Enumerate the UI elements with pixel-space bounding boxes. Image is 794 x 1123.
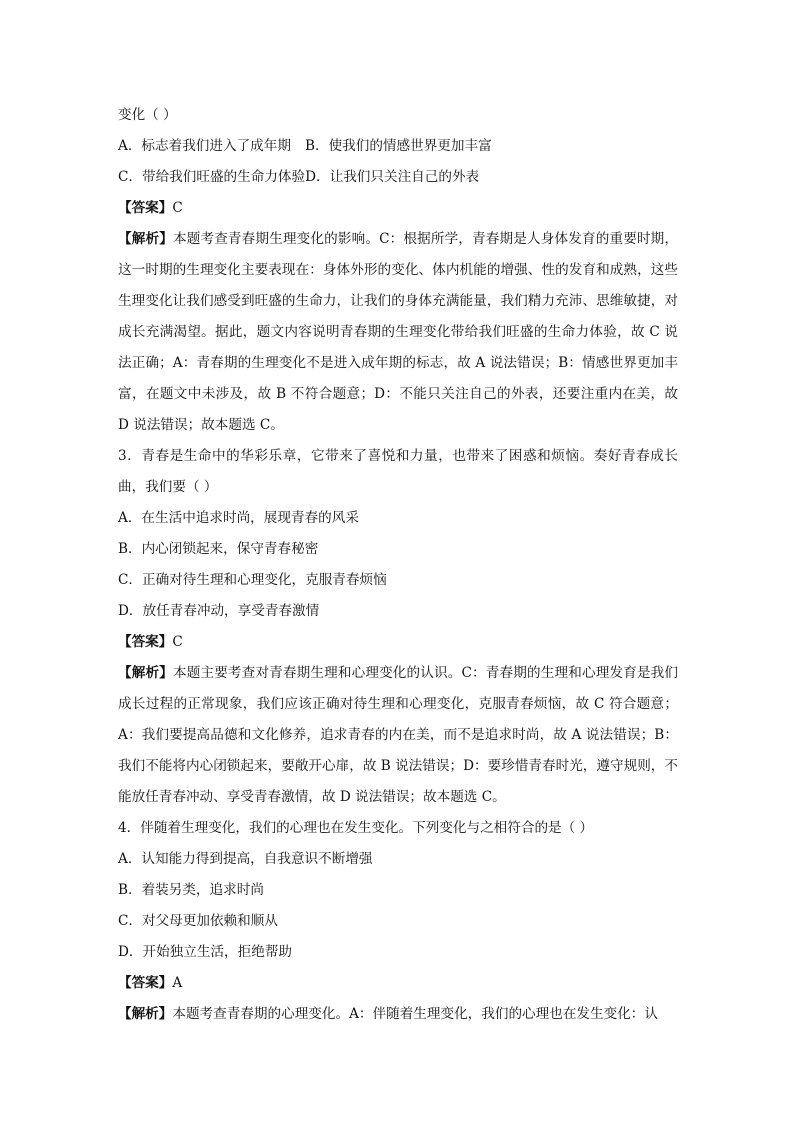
q4-analysis (118, 999, 678, 1030)
q3-analysis (118, 658, 678, 813)
q3-stem: 3．青春是生命中的华彩乐章，它带来了喜悦和力量，也带来了困惑和烦恼。奏好青春成长曲，我们要（ ） (118, 448, 678, 495)
q3-answer-tag: 【答案】 (118, 634, 173, 650)
q4-option-c: C．对父母更加依赖和顺从 (118, 913, 278, 929)
q3-option-d: D．放任青春冲动，享受青春激情 (118, 603, 320, 619)
q3-answer-value: C (172, 634, 183, 650)
q2-option-c: C．带给我们旺盛的生命力体验 (118, 169, 306, 185)
q4-option-d: D．开始独立生活，拒绝帮助 (118, 944, 293, 960)
q4-option-a: A．认知能力得到提高，自我意识不断增强 (118, 851, 373, 867)
q2-stem-tail: 变化（ ） (118, 107, 177, 123)
q2-options-ab (118, 131, 678, 162)
q2-analysis-text: 本题考查青春期生理变化的影响。C：根据所学，青春期是人身体发育的重要时期，这一时期的生理变化主要表现在：身体外形的变化、体内机能的增强、性的发育和成熟，这些生理变化让我们感受到旺盛的生命力，让我们的身体充满能量，我们精力充沛、思维敏捷，对成长充满渴望。据此，题文内容说明青春期的生理变化带给我们旺盛的生命力体验，故 C 说法正确；A：青春期的生理变化不是进入成年期的标志，故 A 说法错误；B：情感世界更加丰富，在题文中未涉及，故 B 不符合题意；D：不能只关注自己的外表，还要注重内在美，故 D 说法错误；故本题选 C。 (118, 231, 679, 433)
q2-analysis (118, 224, 678, 441)
q3-option-b: B．内心闭锁起来，保守青春秘密 (118, 541, 319, 557)
q2-option-a: A．标志着我们进入了成年期 (118, 138, 291, 154)
q3-option-c: C．正确对待生理和心理变化，克服青春烦恼 (118, 572, 387, 588)
q2-option-d: D．让我们只关注自己的外表 (305, 169, 480, 185)
q2-option-b: B．使我们的情感世界更加丰富 (304, 138, 492, 154)
q2-answer-value: C (172, 200, 183, 216)
q4-analysis-tag: 【解析】 (118, 1006, 173, 1022)
q2-answer-tag: 【答案】 (118, 200, 173, 216)
q3-analysis-tag: 【解析】 (118, 665, 173, 681)
q4-option-b: B．着装另类，追求时尚 (118, 882, 264, 898)
q3-answer (118, 627, 678, 658)
q3-option-a: A．在生活中追求时尚，展现青春的风采 (118, 510, 359, 526)
q3-analysis-text: 本题主要考查对青春期生理和心理变化的认识。C：青春期的生理和心理发育是我们成长过程的正常现象，我们应该正确对待生理和心理变化，克服青春烦恼，故 C 符合题意；A：我们要提高品德和文化修养，追求青春的内在美，而不是追求时尚，故 A 说法错误；B：我们不能将内心闭锁起来，要敞开心扉，故 B 说法错误；D：要珍惜青春时光，遵守规则，不能放任青春冲动、享受青春激情，故 D 说法错误；故本题选 C。 (118, 665, 679, 805)
q4-answer-tag: 【答案】 (118, 975, 173, 991)
q4-answer (118, 968, 678, 999)
q2-answer (118, 193, 678, 224)
q4-analysis-text: 本题考查青春期的心理变化。A：伴随着生理变化，我们的心理也在发生变化：认 (172, 1006, 658, 1022)
q2-options-cd (118, 162, 678, 193)
q2-analysis-tag: 【解析】 (118, 231, 173, 247)
q4-answer-value: A (172, 975, 183, 991)
q4-stem: 4．伴随着生理变化，我们的心理也在发生变化。下列变化与之相符合的是（ ） (118, 820, 594, 836)
page-content (118, 100, 678, 1030)
